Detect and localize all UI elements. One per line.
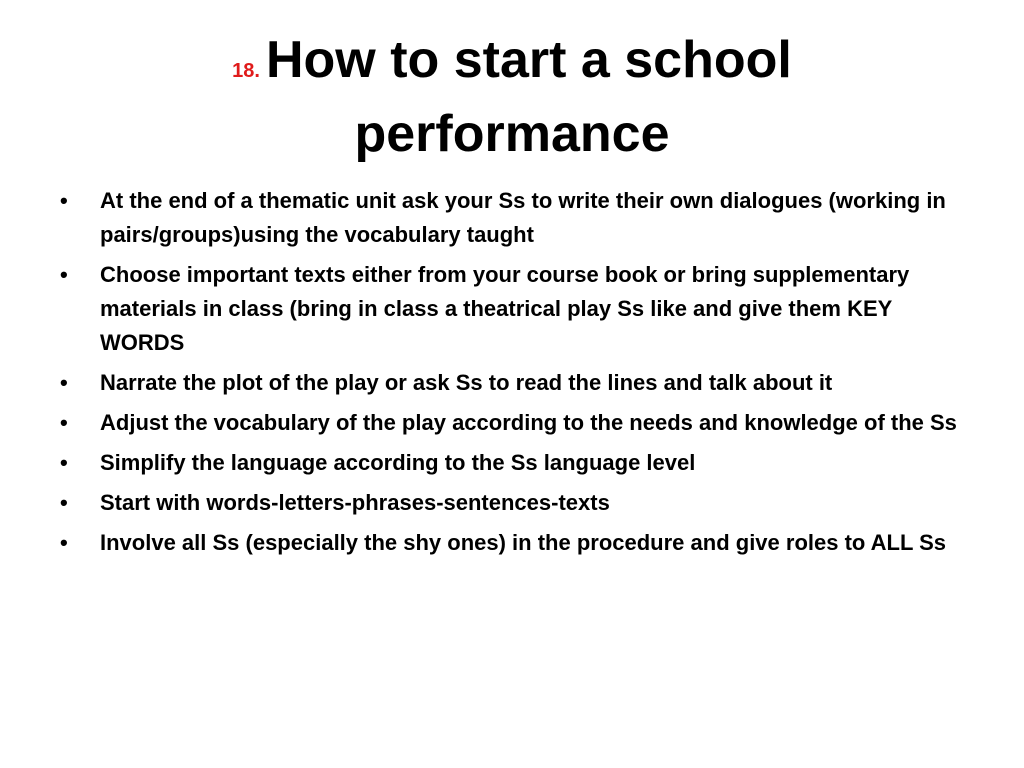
bullet-item [60, 486, 960, 520]
bullet-icon: • [60, 530, 68, 555]
slide-number: 18. [232, 60, 260, 82]
bullet-text: Narrate the plot of the play or ask Ss to read the lines and talk about it [100, 370, 833, 395]
bullet-item [60, 258, 960, 360]
bullet-icon: • [60, 188, 68, 213]
bullet-list [60, 184, 960, 566]
bullet-item [60, 446, 960, 480]
bullet-text: Adjust the vocabulary of the play according to the needs and knowledge of the Ss [100, 410, 957, 435]
bullet-icon: • [60, 490, 68, 515]
bullet-item [60, 526, 960, 560]
bullet-icon: • [60, 370, 68, 395]
page-title [120, 24, 904, 172]
bullet-icon: • [60, 262, 68, 287]
bullet-icon: • [60, 410, 68, 435]
bullet-text: Choose important texts either from your course book or bring supplementary materials in class (bring in class a theatrical play Ss like and give them KEY WORDS [100, 262, 910, 355]
bullet-text: At the end of a thematic unit ask your Ss to write their own dialogues (working in pairs/groups)using the vocabulary taught [100, 188, 946, 247]
bullet-text: Involve all Ss (especially the shy ones) in the procedure and give roles to ALL Ss [100, 530, 947, 555]
bullet-text: Simplify the language according to the Ss language level [100, 450, 696, 475]
bullet-item [60, 366, 960, 400]
bullet-icon: • [60, 450, 68, 475]
bullet-item [60, 184, 960, 252]
bullet-item [60, 406, 960, 440]
title-text: How to start a school performance [265, 31, 792, 163]
bullet-text: Start with words-letters-phrases-sentences-texts [100, 490, 610, 515]
